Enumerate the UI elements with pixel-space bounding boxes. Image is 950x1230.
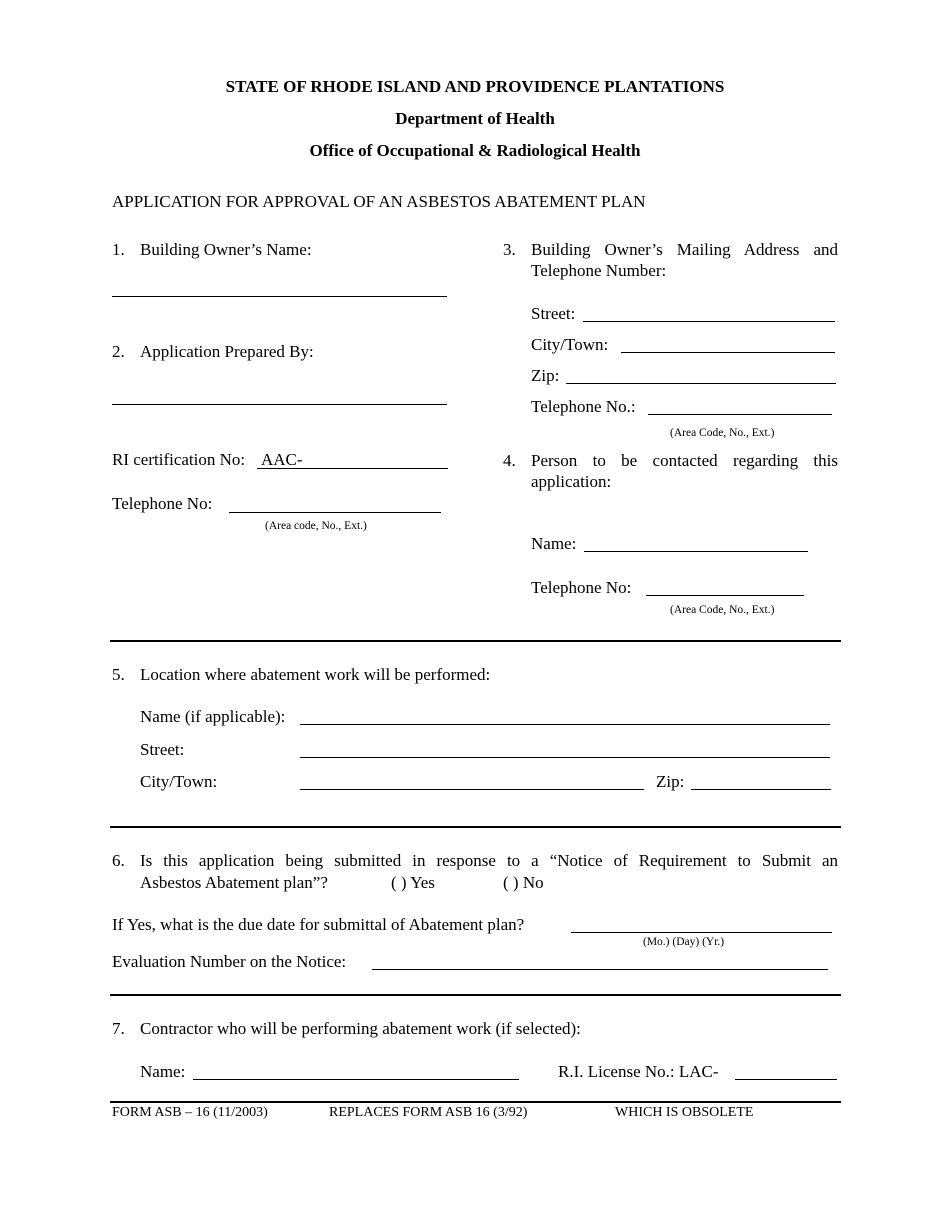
due-date-label: If Yes, what is the due date for submittal of Abatement plan? xyxy=(112,915,525,934)
section-7-label: Contractor who will be performing abatement work (if selected): xyxy=(140,1019,581,1038)
section-2-label: Application Prepared By: xyxy=(140,342,314,361)
section-6-label-line2: Asbestos Abatement plan”? xyxy=(140,873,328,892)
mailing-city-label: City/Town: xyxy=(531,335,609,354)
section-5-number: 5. xyxy=(112,665,125,684)
contractor-name-label: Name: xyxy=(140,1062,186,1081)
mailing-street-field[interactable] xyxy=(583,321,835,322)
section-6-label-line1: Is this application being submitted in response to a “Notice of Requirement to Submit an xyxy=(140,851,838,870)
due-date-hint: (Mo.) (Day) (Yr.) xyxy=(643,936,725,948)
section-1-number: 1. xyxy=(112,240,125,259)
footer-replaces: REPLACES FORM ASB 16 (3/92) xyxy=(329,1105,528,1120)
tel-left-field[interactable] xyxy=(229,512,441,513)
mailing-zip-field[interactable] xyxy=(566,383,836,384)
section-divider-2 xyxy=(110,826,841,828)
state-heading: STATE OF RHODE ISLAND AND PROVIDENCE PLANTATIONS xyxy=(225,77,725,96)
evaluation-number-field[interactable] xyxy=(372,969,828,970)
footer-divider xyxy=(110,1101,841,1103)
section-5-label: Location where abatement work will be performed: xyxy=(140,665,491,684)
location-zip-label: Zip: xyxy=(656,772,685,791)
cert-label: RI certification No: xyxy=(112,450,246,469)
mailing-telephone-field[interactable] xyxy=(648,414,832,415)
mailing-zip-label: Zip: xyxy=(531,366,560,385)
section-3-number: 3. xyxy=(503,240,516,259)
section-divider-1 xyxy=(110,640,841,642)
tel-left-label: Telephone No: xyxy=(112,494,213,513)
owner-name-field[interactable] xyxy=(112,296,447,297)
contact-telephone-label: Telephone No: xyxy=(531,578,632,597)
no-checkbox[interactable]: ( ) No xyxy=(503,873,544,892)
location-zip-field[interactable] xyxy=(691,789,831,790)
contact-telephone-hint: (Area Code, No., Ext.) xyxy=(670,604,775,616)
section-7-number: 7. xyxy=(112,1019,125,1038)
section-4-label-line1: Person to be contacted regarding this xyxy=(531,451,838,470)
section-3-label-line1: Building Owner’s Mailing Address and xyxy=(531,240,838,259)
mailing-street-label: Street: xyxy=(531,304,576,323)
cert-prefix: AAC- xyxy=(261,450,303,469)
section-divider-3 xyxy=(110,994,841,996)
cert-number-field[interactable] xyxy=(257,468,448,469)
location-street-field[interactable] xyxy=(300,757,830,758)
location-name-label: Name (if applicable): xyxy=(140,707,286,726)
contractor-name-field[interactable] xyxy=(193,1079,519,1080)
evaluation-number-label: Evaluation Number on the Notice: xyxy=(112,952,347,971)
section-6-number: 6. xyxy=(112,851,125,870)
mailing-telephone-label: Telephone No.: xyxy=(531,397,636,416)
footer-form-number: FORM ASB – 16 (11/2003) xyxy=(112,1105,268,1120)
section-1-label: Building Owner’s Name: xyxy=(140,240,312,259)
section-4-label-line2: application: xyxy=(531,472,612,491)
due-date-field[interactable] xyxy=(571,932,832,933)
location-city-label: City/Town: xyxy=(140,772,218,791)
contractor-license-field[interactable] xyxy=(735,1079,837,1080)
footer-obsolete: WHICH IS OBSOLETE xyxy=(615,1105,754,1120)
contractor-license-label: R.I. License No.: LAC- xyxy=(558,1062,719,1081)
contact-telephone-field[interactable] xyxy=(646,595,804,596)
location-city-field[interactable] xyxy=(300,789,644,790)
department-heading: Department of Health xyxy=(395,109,555,128)
yes-checkbox[interactable]: ( ) Yes xyxy=(391,873,435,892)
section-2-number: 2. xyxy=(112,342,125,361)
section-4-number: 4. xyxy=(503,451,516,470)
mailing-city-field[interactable] xyxy=(621,352,835,353)
form-title: APPLICATION FOR APPROVAL OF AN ASBESTOS ABATEMENT PLAN xyxy=(112,192,646,211)
contact-name-label: Name: xyxy=(531,534,577,553)
tel-left-hint: (Area code, No., Ext.) xyxy=(265,520,367,532)
location-street-label: Street: xyxy=(140,740,185,759)
prepared-by-field[interactable] xyxy=(112,404,447,405)
location-name-field[interactable] xyxy=(300,724,830,725)
mailing-telephone-hint: (Area Code, No., Ext.) xyxy=(670,427,775,439)
contact-name-field[interactable] xyxy=(584,551,808,552)
section-3-label-line2: Telephone Number: xyxy=(531,261,667,280)
office-heading: Office of Occupational & Radiological Health xyxy=(309,141,641,160)
